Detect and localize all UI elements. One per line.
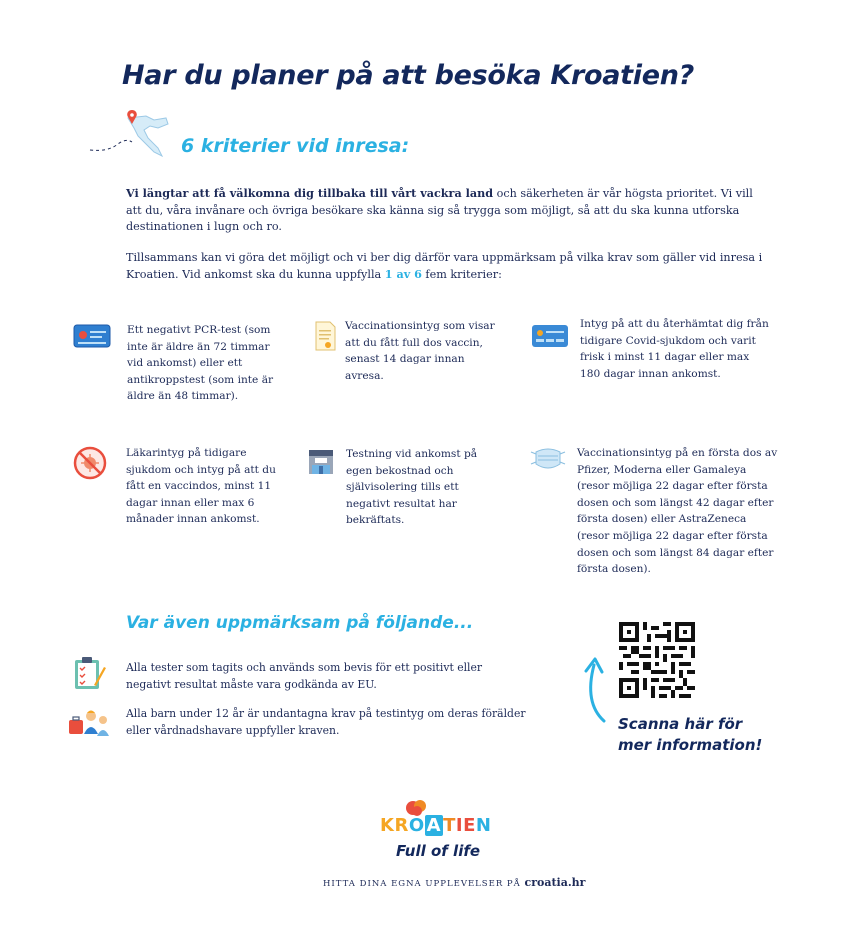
clipboard-checklist-icon: [72, 655, 106, 691]
intro-bold-lead: Vi längtar att få välkomna dig tillbaka till vårt vackra land: [126, 186, 494, 200]
intro-rest: och säkerheten är vår högsta prioritet. Vi vill att du, våra invånare och övriga besökare ska känna sig så trygga som möjligt, så att du ska kunna utforska destinationen i lugn och ro.: [126, 187, 753, 233]
intro-paragraph-2: [126, 250, 766, 284]
footer-text: HITTA DINA EGNA UPPLEVELSER PÅ: [323, 879, 525, 889]
brand-letter: R: [394, 815, 409, 836]
intro-p2-end: fem kriterier:: [421, 268, 502, 281]
intro-p2-start: Tillsammans kan vi göra det möjligt och vi ber dig därför vara uppmärksam på vilka krav som gäller vid inresa i Kroatien. Vid ankomst ska du kunna uppfylla: [126, 250, 763, 281]
brand-slogan: Full of life: [396, 842, 481, 860]
virus-prohibited-icon: [72, 445, 108, 481]
qr-code[interactable]: [619, 622, 695, 698]
family-travel-icon: [67, 706, 111, 738]
testing-station-icon: [306, 446, 336, 476]
brand-letter: O: [408, 815, 425, 836]
brand-letter: K: [380, 815, 395, 836]
curved-arrow-icon: [578, 655, 610, 725]
face-mask-icon: [530, 446, 566, 472]
brand-letter: A: [426, 815, 442, 836]
certificate-document-icon: [313, 320, 337, 352]
intro-text: [126, 185, 766, 298]
footer: [323, 876, 585, 889]
page-title: Har du planer på att besöka Kroatien?: [122, 60, 695, 91]
brand-letter: E: [463, 815, 476, 836]
pcr-test-card-icon: [72, 322, 112, 350]
notes-title: Var även uppmärksam på följande...: [126, 613, 474, 633]
criterion-3: Intyg på att du återhämtat dig från tidigare Covid-sjukdom och varit frisk i minst 11 dagar eller max 180 dagar innan ankomst.: [580, 318, 769, 380]
recovery-card-icon: [530, 322, 570, 350]
criterion-2: Vaccinationsintyg som visar att du fått full dos vaccin, senast 14 dagar innan avresa.: [345, 320, 495, 382]
brand-letter: N: [475, 815, 492, 836]
criterion-6: Vaccinationsintyg på en första dos av Pfizer, Moderna eller Gamaleya (resor möjliga 22 dagar efter första dosen och som längst 42 dagar efter första dosen) eller AstraZeneca (resor möjliga 22 dagar efter första dosen och som längst 84 dagar efter första dosen).: [577, 447, 778, 576]
criterion-1: Ett negativt PCR-test (som inte är äldre än 72 timmar vid ankomst) eller ett antikroppstest (som inte är äldre än 48 timmar).: [127, 324, 274, 403]
brand-letter: T: [443, 815, 456, 836]
brand-letter: I: [455, 815, 464, 836]
footer-url[interactable]: croatia.hr: [524, 876, 586, 889]
note-2: Alla barn under 12 år är undantagna krav på testintyg om deras förälder eller vårdnadshavare uppfyller kraven.: [126, 707, 526, 737]
criteria-count-highlight: 1 av 6: [384, 267, 422, 281]
intro-paragraph-1: [126, 185, 766, 236]
criterion-4: Läkarintyg på tidigare sjukdom och intyg på att du fått en vaccindos, minst 11 dagar innan eller max 6 månader innan ankomst.: [126, 447, 276, 526]
criterion-5: Testning vid ankomst på egen bekostnad och självisolering tills ett negativt resultat har bekräftats.: [346, 448, 478, 527]
note-1: Alla tester som tagits och används som bevis för ett positivt eller negativt resultat måste vara godkända av EU.: [126, 661, 483, 691]
scan-instruction: Scanna här för mer information!: [618, 715, 763, 754]
criteria-subtitle: 6 kriterier vid inresa:: [181, 135, 410, 157]
croatia-map-icon: [88, 108, 178, 158]
brand-wordmark: [380, 815, 491, 836]
